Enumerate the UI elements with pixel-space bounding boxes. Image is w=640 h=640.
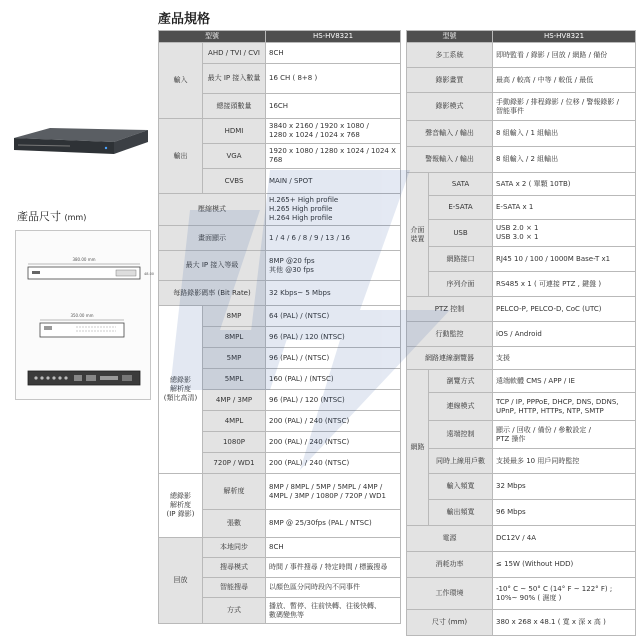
table-row: 連線模式 TCP / IP, PPPoE, DHCP, DNS, DDNS, UPnP, HTTP, HTTPs, NTP, SMTP	[407, 393, 636, 421]
front-width-label: 380.00 mm	[72, 257, 96, 262]
table-row: 錄影模式 手動錄影 / 排程錄影 / 位移 / 警報錄影 / 智能事件	[407, 93, 636, 121]
table-row: 搜尋模式 時間 / 事件搜尋 / 特定時間 / 標籤搜尋	[159, 558, 401, 578]
table-row: 1080P 200 (PAL) / 240 (NTSC)	[159, 432, 401, 453]
table-row: 最大 IP 接入等級 8MP @20 fps 其他 @30 fps	[159, 251, 401, 281]
table-row: E-SATA E-SATA x 1	[407, 196, 636, 220]
table-row: 每路錄影碼率 (Bit Rate) 32 Kbps~ 5 Mbps	[159, 281, 401, 306]
table-row: CVBS MAIN / SPOT	[159, 169, 401, 194]
group-playback: 回放	[159, 538, 203, 624]
table-row: VGA 1920 x 1080 / 1280 x 1024 / 1024 X 768	[159, 144, 401, 169]
group-output: 輸出	[159, 119, 203, 194]
table-row: 回放 本地同步 8CH	[159, 538, 401, 558]
table-row: 張數 8MP @ 25/30fps (PAL / NTSC)	[159, 510, 401, 538]
dvr-product-photo	[10, 124, 150, 160]
dimensions-title: 產品尺寸 (mm)	[17, 210, 87, 223]
table-row: 消耗功率 ≤ 15W (Without HDD)	[407, 552, 636, 578]
left-header-row	[159, 31, 401, 43]
group-rec-analog: 總錄影 解析度 (類比高清)	[159, 306, 203, 474]
dimension-diagram	[16, 231, 155, 401]
right-spec-table	[406, 30, 636, 636]
group-input: 輸入	[159, 43, 203, 119]
table-row: 遠端控制 顯示 / 回收 / 備份 / 參數設定 / PTZ 操作	[407, 421, 636, 449]
table-row: 總錄影 解析度 (IP 錄影) 解析度 8MP / 8MPL / 5MP / 5MPL / 4MP / 4MPL / 3MP / 1080P / 720P / WD1	[159, 474, 401, 510]
table-row: PTZ 控制 PELCO-P, PELCO-D, CoC (UTC)	[407, 297, 636, 322]
group-network: 網路	[407, 370, 429, 526]
table-row: 畫面顯示 1 / 4 / 6 / 8 / 9 / 13 / 16	[159, 226, 401, 251]
table-row: 4MP / 3MP 96 (PAL) / 120 (NTSC)	[159, 390, 401, 411]
header-model-label: 型號	[159, 31, 266, 43]
table-row: 720P / WD1 200 (PAL) / 240 (NTSC)	[159, 453, 401, 474]
table-row: 電源 DC12V / 4A	[407, 526, 636, 552]
table-row: 最大 IP 接入數量 16 CH ( 8+8 )	[159, 64, 401, 94]
group-interface: 介面 裝置	[407, 173, 429, 297]
table-row: 工作環境 -10° C ~ 50° C (14° F ~ 122° F) ; 10%~ 90% ( 濕度 )	[407, 578, 636, 610]
table-row: 方式 播放、暫停、往前快轉、往後快轉、 數碼變焦等	[159, 598, 401, 624]
table-row: 智能搜尋 以顏色區分同時段內不同事件	[159, 578, 401, 598]
table-row: 行動監控 iOS / Android	[407, 322, 636, 347]
height-label: 48.00	[144, 272, 155, 276]
table-row: 多工系統 即時監看 / 錄影 / 回放 / 網路 / 備份	[407, 43, 636, 68]
table-row: 輸入 AHD / TVI / CVI 8CH	[159, 43, 401, 64]
table-row: 網路接口 RJ45 10 / 100 / 1000M Base-T x1	[407, 247, 636, 272]
left-spec-table	[158, 30, 401, 624]
table-row: 介面 裝置 SATA SATA x 2 ( 單顆 10TB)	[407, 173, 636, 196]
table-row: 網路 瀏覽方式 遠端軟體 CMS / APP / IE	[407, 370, 636, 393]
group-rec-ip: 總錄影 解析度 (IP 錄影)	[159, 474, 203, 538]
table-row: 5MPL 160 (PAL) / (NTSC)	[159, 369, 401, 390]
table-row: USB USB 2.0 × 1 USB 3.0 × 1	[407, 220, 636, 247]
table-row: 總錄影 解析度 (類比高清) 8MP 64 (PAL) / (NTSC)	[159, 306, 401, 327]
table-row: 5MP 96 (PAL) / (NTSC)	[159, 348, 401, 369]
header-model-value: HS-HV8321	[266, 31, 401, 43]
table-row: 8MPL 96 (PAL) / 120 (NTSC)	[159, 327, 401, 348]
table-row: 總接頭數量 16CH	[159, 94, 401, 119]
table-row: 輸入頻寬 32 Mbps	[407, 474, 636, 500]
table-row: 尺寸 (mm) 380 x 268 x 48.1 ( 寬 x 深 x 高 )	[407, 610, 636, 636]
table-row: 輸出頻寬 96 Mbps	[407, 500, 636, 526]
table-row: 網路連線瀏覽器 支援	[407, 347, 636, 370]
table-row: 序列介面 RS485 x 1 ( 可連接 PTZ , 鍵盤 )	[407, 272, 636, 297]
table-row: 同時上線用戶數 支援最多 10 用戶同時監控	[407, 449, 636, 474]
table-row: 錄影畫質 最高 / 較高 / 中等 / 較低 / 最低	[407, 68, 636, 93]
table-row: 警報輸入 / 輸出 8 組輸入 / 2 組輸出	[407, 147, 636, 173]
page-title: 產品規格	[158, 12, 211, 27]
dimension-drawings	[15, 230, 155, 400]
table-row: 壓縮模式 H.265+ High profile H.265 High profile H.264 High profile	[159, 194, 401, 226]
table-row: 聲音輸入 / 輸出 8 組輸入 / 1 組輸出	[407, 121, 636, 147]
top-view	[40, 323, 124, 337]
table-row: 4MPL 200 (PAL) / 240 (NTSC)	[159, 411, 401, 432]
table-row: 輸出 HDMI 3840 x 2160 / 1920 x 1080 / 1280 x 1024 / 1024 x 768	[159, 119, 401, 144]
top-width-label: 350.00 mm	[70, 313, 94, 318]
right-header-row: 型號 HS-HV8321	[407, 31, 636, 43]
